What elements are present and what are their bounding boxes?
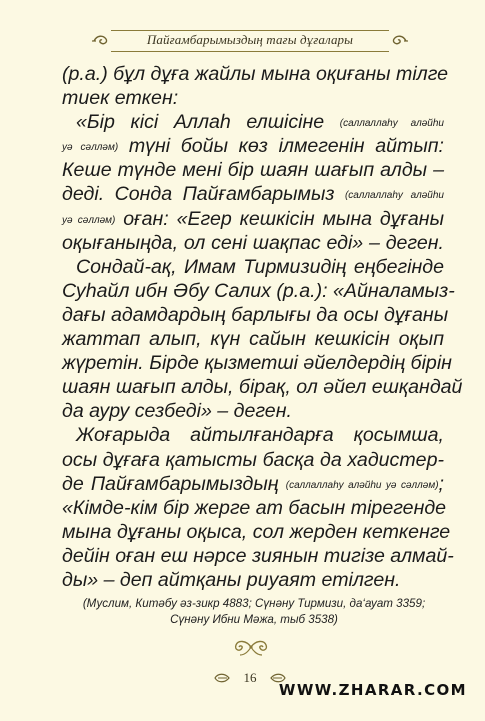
text-span: Сондай-ақ, Имам Тирмизидің еңбегінде	[76, 255, 444, 278]
text-span: Кеше түнде мені бір шаян шағып алды –	[62, 159, 444, 182]
text-span: тиек еткен:	[62, 87, 179, 110]
text-line	[62, 279, 455, 303]
text-line	[62, 520, 451, 544]
citation-line: Сүнәну Ибни Мәжа, тыб 3538)	[170, 613, 338, 626]
text-span: ;	[438, 472, 444, 495]
text-span: деді. Сонда Пайғамбарымыз	[62, 183, 335, 206]
text-span: оқығаныңда, ол сені шақпас еді» – деген.	[62, 231, 444, 254]
text-line	[62, 86, 444, 110]
text-span: Жоғарыда айтылғандарға қосымша,	[76, 424, 444, 447]
text-line	[62, 182, 444, 206]
text-line	[62, 158, 444, 182]
text-line	[62, 62, 449, 86]
text-line	[62, 255, 444, 279]
text-span: түні бойы көз ілмегенін айтып:	[128, 135, 444, 158]
text-line	[62, 568, 444, 592]
text-line	[62, 472, 444, 496]
page-number: 16	[243, 670, 257, 685]
scroll-ornament-icon	[228, 636, 274, 658]
text-span: Суһайл ибн Әбу Салих (р.а.): «Айналамыз-	[62, 279, 455, 302]
text-span: оған: «Егер кешкісін мына дұғаны	[123, 207, 445, 230]
text-span: мына дұғаны оқыса, сол жерден кеткенге	[62, 520, 451, 543]
text-span: шаян шағып алды, бірақ, ол әйел ешқандай	[62, 376, 463, 399]
text-span: да ауру сезбеді» – деген.	[62, 400, 292, 423]
text-span: жүретін. Бірде қызметші әйелдердің бірін	[62, 352, 452, 375]
text-line	[62, 231, 444, 255]
text-span: «Бір кісі Аллаһ елшісіне	[76, 111, 325, 134]
text-line	[62, 448, 444, 472]
text-span: де Пайғамбарымыздың	[62, 472, 279, 495]
text-line	[62, 423, 444, 447]
citation-line: (Муслим, Китәбу әз-зикр 4883; Сүнәну Тирмизи, да‘ауат 3359;	[82, 597, 426, 610]
honorific-small: уә сәлләм)	[62, 142, 119, 154]
header-bottom-rule	[111, 51, 389, 52]
running-header	[97, 28, 403, 56]
text-line	[62, 327, 444, 351]
text-span: жаттап алып, күн сайын кешкісін оқып	[62, 328, 444, 351]
text-span: дағы адамдардың барлығы да осы дұғаны	[62, 303, 449, 326]
header-title: Пайғамбарымыздың тағы дұғалары	[146, 32, 354, 47]
header-top-rule	[111, 30, 389, 31]
text-span: ды» – деп айтқаны риуаят етілген.	[62, 568, 401, 591]
text-span: дейін оған еш нәрсе зиянын тигізе алмай-	[62, 544, 454, 567]
text-span: «Кімде-кім бір жерге ат басын тірегенде	[62, 496, 447, 519]
text-line	[62, 496, 447, 520]
text-span: осы дұғаға қатысты басқа да хадистер-	[62, 448, 444, 471]
site-watermark: WWW.ZHARAR.COM	[278, 681, 467, 699]
floral-ornament-icon	[389, 31, 409, 51]
honorific-small: уә сәлләм)	[62, 214, 116, 226]
text-line	[62, 134, 444, 158]
honorific-small: (саллаллаһу аләйһи уә сәлләм)	[285, 479, 439, 491]
text-line	[62, 544, 454, 568]
hadith-citation	[62, 596, 446, 628]
text-line	[62, 207, 444, 231]
honorific-small: (саллаллаһу аләйһи	[339, 118, 444, 130]
text-line	[62, 110, 444, 134]
text-span: (р.а.) бұл дұға жайлы мына оқиғаны тілге	[62, 63, 449, 85]
text-line	[62, 375, 463, 399]
main-text	[62, 62, 463, 592]
honorific-small: (саллаллаһу аләйһи	[344, 190, 444, 202]
text-line	[62, 351, 452, 375]
text-line	[62, 303, 449, 327]
text-line	[62, 399, 444, 423]
